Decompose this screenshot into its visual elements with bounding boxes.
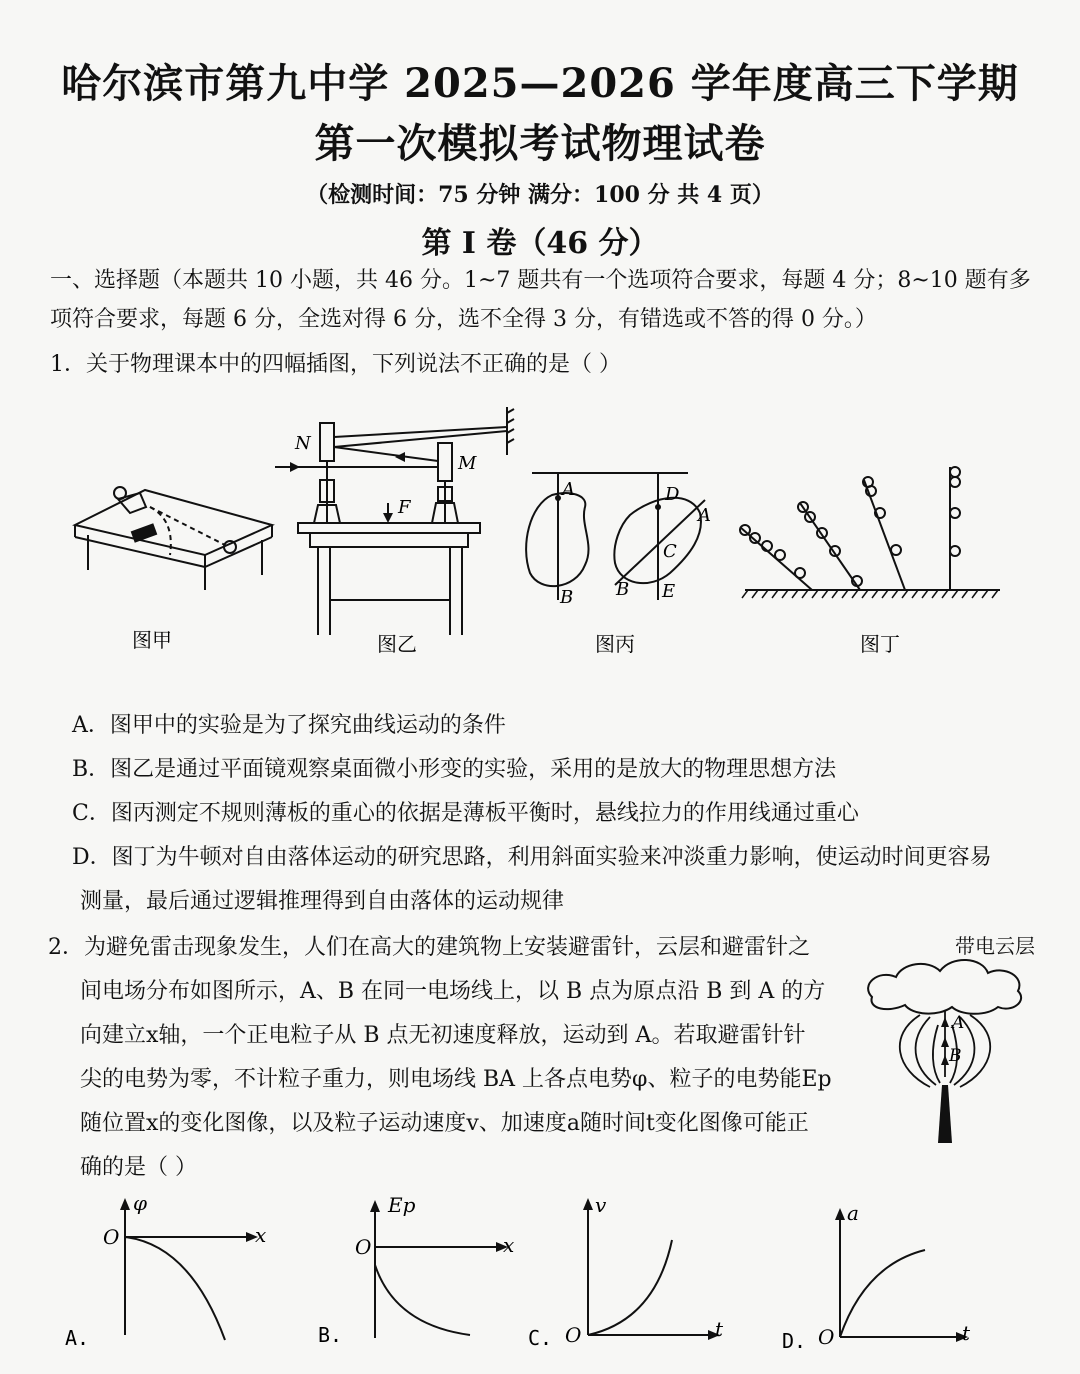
q2-line4: 尖的电势为零，不计粒子重力，则电场线 BA 上各点电势φ、粒子的电势能Ep (80, 1067, 832, 1092)
graph-c-origin: O (565, 1323, 582, 1347)
label-B2: B (616, 579, 630, 600)
graph-b (375, 1208, 500, 1338)
label-A1: A (562, 479, 575, 500)
q2-line3: 向建立x轴，一个正电粒子从 B 点无初速度释放，运动到 A。若取避雷针针 (80, 1023, 806, 1048)
graph-d-option: D. (782, 1329, 807, 1353)
label-F: F (398, 497, 411, 518)
graph-d-xlabel: t (962, 1321, 971, 1345)
cloud-label: 带电云层 (955, 934, 1035, 958)
exam-title-line2: 第一次模拟考试物理试卷 (314, 120, 766, 167)
graph-a-origin: O (103, 1225, 120, 1249)
caption-jia: 图甲 (132, 628, 172, 652)
graph-b-option: B. (318, 1323, 343, 1347)
graph-b-ylabel: Ep (388, 1193, 416, 1217)
label-N: N (295, 433, 311, 454)
q2-graphs (0, 1190, 1080, 1370)
q2-line1: 2．为避免雷击现象发生，人们在高大的建筑物上安装避雷针，云层和避雷针之 (48, 935, 810, 960)
cloud-point-b: B (949, 1046, 962, 1066)
exam-title-line1: 哈尔滨市第九中学 2025—2026 学年度高三下学期 (61, 60, 1019, 107)
q1-option-a: A．图甲中的实验是为了探究曲线运动的条件 (72, 713, 506, 738)
graph-b-curve (375, 1265, 470, 1335)
q1-option-d-line2: 测量，最后通过逻辑推理得到自由落体的运动规律 (80, 889, 565, 914)
graph-c-xlabel: t (715, 1317, 724, 1341)
graph-c-ylabel: v (595, 1193, 607, 1217)
graph-d-ylabel: a (847, 1201, 859, 1225)
graph-b-origin: O (355, 1235, 372, 1259)
graph-c-curve (588, 1240, 672, 1335)
label-D: D (665, 484, 680, 505)
q1-figures (0, 395, 1080, 665)
label-C: C (663, 541, 677, 562)
figure-yi (275, 407, 514, 635)
cloud-point-a: A (952, 1013, 965, 1033)
cloud-figure (860, 955, 1030, 1150)
graph-c-option: C. (528, 1326, 553, 1350)
q2-line2: 间电场分布如图所示，A、B 在同一电场线上，以 B 点为原点沿 B 到 A 的方 (80, 979, 826, 1004)
graph-d-curve (840, 1250, 925, 1337)
graph-d-origin: O (818, 1325, 835, 1349)
q2-line6: 确的是（ ） (80, 1155, 197, 1180)
q1-option-b: B．图乙是通过平面镜观察桌面微小形变的实验，采用的是放大的物理思想方法 (72, 757, 837, 782)
q1-option-d-line1: D．图丁为牛顿对自由落体运动的研究思路，利用斜面实验来冲淡重力影响，使运动时间更容易 (72, 845, 992, 870)
label-M: M (458, 453, 477, 474)
graph-a-curve (125, 1237, 225, 1340)
caption-ding: 图丁 (860, 632, 900, 656)
label-B1: B (560, 587, 574, 608)
graph-a-ylabel: φ (133, 1191, 148, 1215)
q1-option-c: C．图丙测定不规则薄板的重心的依据是薄板平衡时，悬线拉力的作用线通过重心 (72, 801, 859, 826)
q2-line5: 随位置x的变化图像，以及粒子运动速度v、加速度a随时间t变化图像可能正 (80, 1111, 809, 1136)
graph-b-xlabel: x (503, 1233, 515, 1257)
label-E: E (662, 581, 676, 602)
graph-a-option: A. (65, 1326, 90, 1350)
instructions-line1: 一、选择题（本题共 10 小题，共 46 分。1~7 题共有一个选项符合要求，每题 4 分；8~10 题有多 (50, 268, 1031, 293)
q1-stem: 1．关于物理课本中的四幅插图，下列说法不正确的是（ ） (50, 352, 621, 377)
exam-info: （检测时间：75 分钟 满分：100 分 共 4 页） (306, 182, 774, 208)
graph-d (840, 1215, 960, 1337)
figure-ding (740, 467, 1000, 590)
graph-c (588, 1205, 712, 1335)
caption-yi: 图乙 (377, 632, 417, 656)
graph-a (125, 1205, 250, 1340)
label-A2: A (698, 505, 711, 526)
section-title: 第 I 卷（46 分） (421, 226, 659, 261)
instructions-line2: 项符合要求，每题 6 分，全选对得 6 分，选不全得 3 分，有错选或不答的得 0 分。） (50, 307, 877, 332)
graph-a-xlabel: x (255, 1223, 267, 1247)
figure-jia (75, 487, 272, 590)
caption-bing: 图丙 (595, 632, 635, 656)
